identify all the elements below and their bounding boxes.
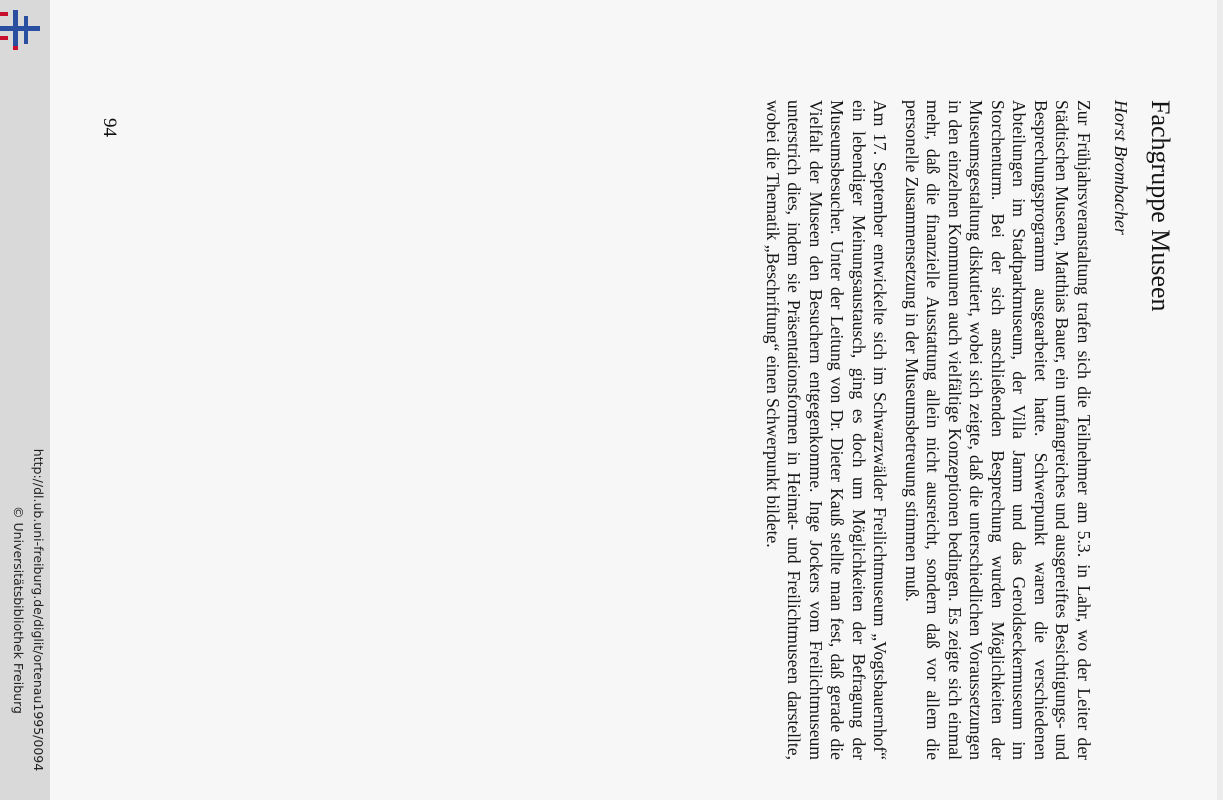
page-number: 94 (99, 118, 120, 137)
author-name: Horst Brombacher (1111, 100, 1131, 235)
text-column (615, 100, 1175, 760)
source-url[interactable]: http://dl.ub.uni-freiburg.de/diglit/ortenau1995/0094 (31, 448, 46, 772)
paragraph: Am 17. September entwickelte sich im Schwarzwälder Freilichtmuseum „Vogtsbauernhof“ ein lebendiger Meinungsaustausch, ging es doch um Möglichkeiten der Befragung der Museumsbesucher. Unter der Leitung von Dr. Dieter Kauß stellte man fest, daß gerade die Vielfalt der Museen den Besuchern entgegenkomme. Inge Jockers vom Freilichtmuseum unterstrich dies, indem sie Präsentationsformen in Heimat- und Freilichtmuseen darstellte, wobei die Thematik „Beschriftung“ einen Schwerpunkt bildete. (763, 100, 891, 760)
viewer-sidebar (0, 0, 50, 800)
paragraph: Zur Frühjahrsveranstaltung trafen sich die Teilnehmer am 5.3. in Lahr, wo der Leiter der Städtischen Museen, Matthias Bauer, ein umfangreiches und ausgereiftes Besichtigungs- und Besprechungsprogramm ausgearbeitet hatte. Schwerpunkt waren die verschiedenen Abteilungen im Stadtparkmuseum, der Villa Jamm und das Geroldseckermuseum im Storchenturm. Bei der sich anschließenden Besprechung wurden Möglichkeiten der Museumsgestaltung diskutiert, wobei sich zeigte, daß die unterschiedlichen Voraussetzungen in den einzelnen Kommunen auch vielfältige Konzeptionen bedingen. Es zeigte sich einmal mehr, daß die finanzielle Ausstattung allein nicht ausreicht, sondern daß vor allem die personelle Zusammensetzung in der Museumsbetreuung stimmen muß. (902, 100, 1094, 760)
copyright-notice: © Universitätsbibliothek Freiburg (11, 506, 26, 714)
scanned-page (50, 0, 1223, 800)
page-title: Fachgruppe Museen (1146, 100, 1175, 312)
page-edge (1217, 0, 1223, 800)
source-info (2, 420, 48, 800)
library-logo-icon (0, 10, 42, 50)
